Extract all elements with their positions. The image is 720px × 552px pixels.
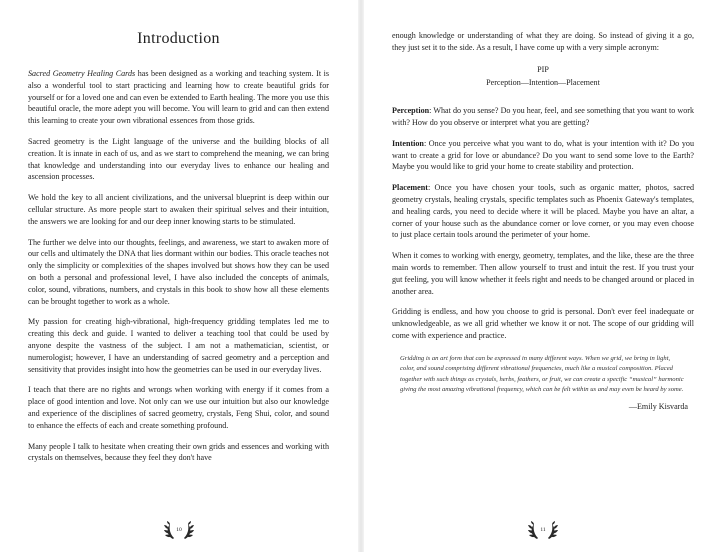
intention-label: Intention — [392, 138, 424, 148]
right-text-column — [392, 30, 694, 413]
continued-paragraph: enough knowledge or understanding of what they are doing. So instead of giving it a go, they just set it to the side. As a result, I have come up with a very simple acronym: — [392, 31, 694, 52]
placement-label: Placement — [392, 183, 428, 193]
placement-paragraph — [392, 182, 694, 241]
paragraph-1 — [28, 68, 329, 127]
placement-text: : Once you have chosen your tools, such as organic matter, photos, sacred geometry crystals, healing crystals, specific templates such as Phoenix Gateway's templates, and healing cards, you need to decide where it will be placed. Maybe you have an altar, a corner of your house such as the abundance corner or love corner, or you may even choose to just place certain tools around the perimeter of your home. — [392, 183, 694, 240]
block-quote: Gridding is an art form that can be expressed in many different ways. When we grid, we bring in light, color, and sound comprising different vibrational frequencies, much like a musical composition. Placed together with such things as crystals, herbs, feathers, or fruit, we can create a specific “musical” harmonic giving the most amazing vibrational frequency, which can be felt within us and may even be heard by some. — [400, 354, 684, 393]
paragraph-7: Many people I talk to hesitate when creating their own grids and essences and working with crystals on themselves, because they feel they don't have — [28, 441, 329, 463]
left-text-column — [28, 30, 329, 473]
paragraph-5: My passion for creating high-vibrational, high-frequency gridding templates led me to creating this deck and guide. I wanted to deliver a teaching tool that could be used by anyone despite the vastness of the subject. I am not a mathematician, scientist, or numerologist; however, I have an understanding of sacred geometry and a perception and sensitivity that provides insight into how the geometries can be used in our everyday lives. — [28, 317, 329, 374]
paragraph-6: I teach that there are no rights and wrongs when working with energy if it comes from a place of good intention and love. Not only can we use our intuition but also our knowledge and experience of the disciplines of sacred geometry, crystals, Feng Shui, color, and sound to enhance the effects of each and create something profound. — [28, 385, 329, 430]
page-number-ornament — [527, 520, 559, 542]
book-title: Sacred Geometry Healing Cards — [28, 69, 136, 78]
paragraph-gridding: Gridding is endless, and how you choose to grid is personal. Don't ever feel inadequate or unknowledgeable, as we all grid whether we know it or not. The scope of our gridding will come with experience and practice. — [392, 307, 694, 340]
acronym: PIP — [537, 64, 549, 74]
page-number: 11 — [540, 527, 546, 533]
quote-attribution: —Emily Kisvarda — [628, 402, 688, 412]
perception-text: : What do you sense? Do you hear, feel, and see something that you want to work with? How do you observe or interpret what you are getting? — [392, 106, 694, 127]
perception-paragraph — [392, 105, 694, 129]
right-page — [364, 0, 720, 552]
left-page — [0, 0, 358, 552]
paragraph-4: The further we delve into our thoughts, feelings, and awareness, we start to awaken more of our cells and ultimately the DNA that lies dormant within our bodies. This oracle teaches not only the simplicity or complexities of the shapes involved but shows how they can be used on both a personal and professional level, I have also included the concepts of animals, color, sound, vibrations, numbers, and crystals in this book to show how all these elements can be brought together to work as a whole. — [28, 237, 329, 306]
acronym-expanded: Perception—Intention—Placement — [486, 78, 600, 88]
paragraph-3: We hold the key to all ancient civilizations, and the universal blueprint is deep within our cellular structure. As more people start to awaken their spiritual selves and their intuition, the answers we are looking for and our deep inner knowing starts to be stimulated. — [28, 193, 329, 226]
intention-paragraph — [392, 138, 694, 173]
paragraph-energy: When it comes to working with energy, geometry, templates, and the like, these are the three main words to remember. Then allow yourself to trust and intuit the rest. If you trust your gut feeling, you will know whether it feels right and needs to be changed around or placed in another area. — [392, 251, 694, 296]
page-number-ornament — [163, 520, 195, 542]
paragraph-1-text: has been designed as a working and teaching system. It is also a wonderful tool to start practicing and learning how to create beautiful grids for yourself or for a loved one and can even be extended to Earth healing. The more you use this beautiful oracle, the more adept you will become. You will learn to grid and can then extend this learning to create your own vibrational essences from those grids. — [28, 69, 330, 126]
intention-text: : Once you perceive what you want to do, what is your intention with it? Do you want to create a grid for love or abundance? Do you want to send some love to the Earth? Maybe you would like to grid your home to create stability and protection. — [392, 138, 694, 172]
page-title: Introduction — [137, 30, 220, 47]
page-number: 10 — [176, 527, 182, 533]
paragraph-2: Sacred geometry is the Light language of the universe and the building blocks of all creation. It is innate in each of us, and as we start to comprehend the meaning, we can bring that knowledge and understanding into our everyday lives to enhance our healing and ascension processes. — [28, 136, 329, 182]
perception-label: Perception — [392, 106, 430, 116]
